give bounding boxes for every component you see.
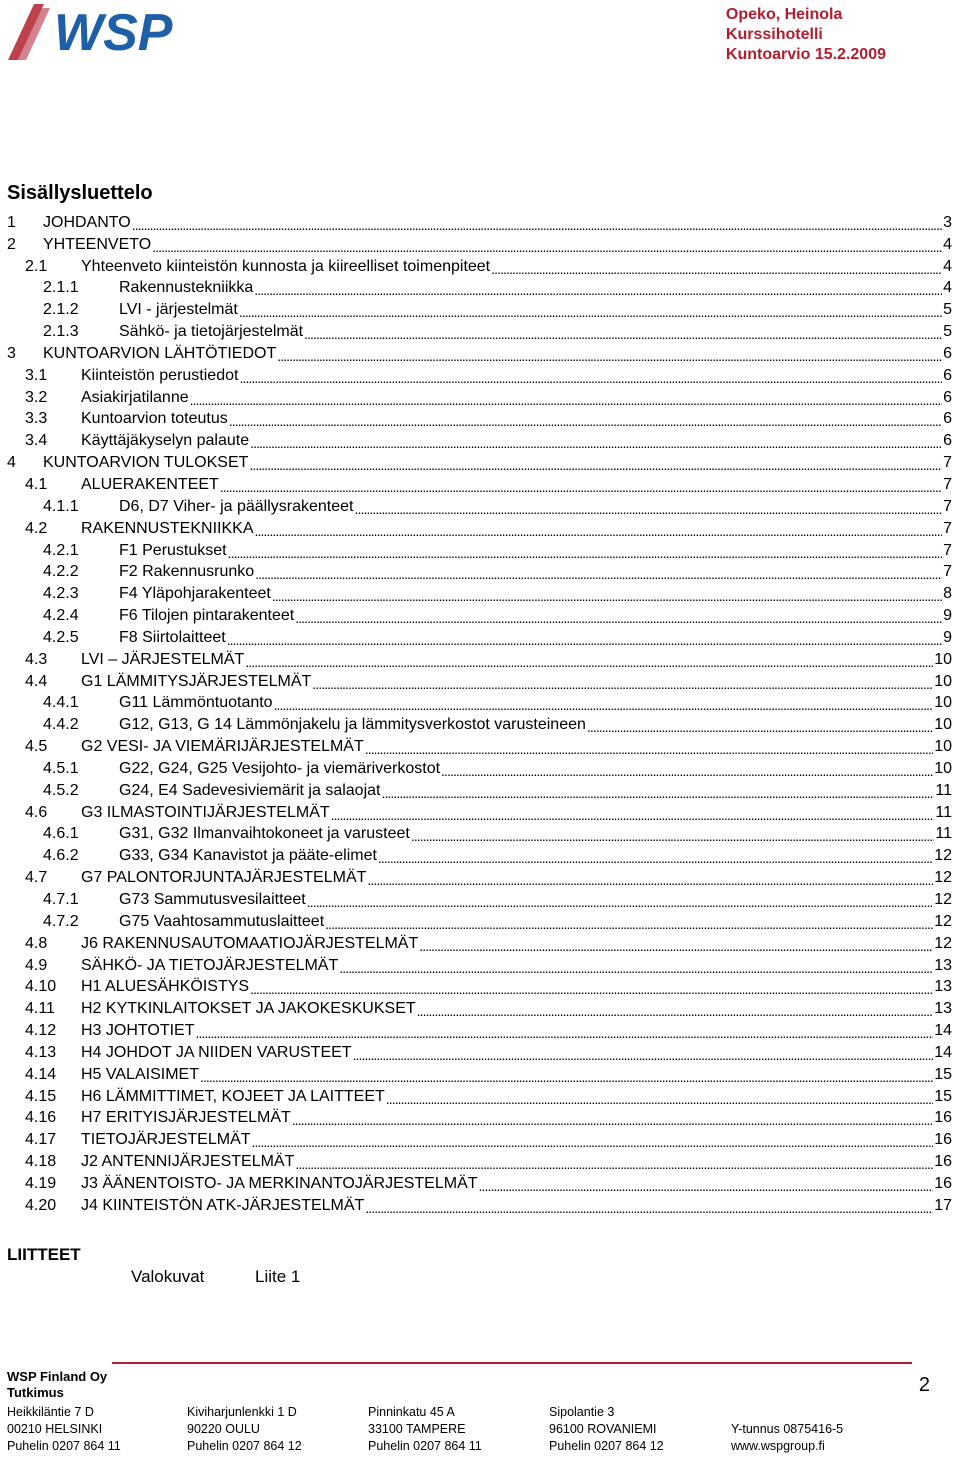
toc-entry-number: 4.19 <box>25 1174 57 1192</box>
toc-entry-number: 3.3 <box>25 410 48 428</box>
toc-entry[interactable] <box>7 277 952 299</box>
toc-entry[interactable] <box>7 976 952 998</box>
toc-entry-title: J4 KIINTEISTÖN ATK-JÄRJESTELMÄT <box>81 1196 365 1214</box>
toc-entry[interactable] <box>7 1107 952 1129</box>
toc-entry-page: 4 <box>943 279 952 297</box>
toc-entry[interactable] <box>7 648 952 670</box>
footer-address-line: 33100 TAMPERE <box>368 1422 466 1436</box>
toc-entry-page: 7 <box>943 497 952 515</box>
toc-entry[interactable] <box>7 233 952 255</box>
toc-entry-page: 14 <box>934 1022 952 1040</box>
toc-entry[interactable] <box>7 844 952 866</box>
toc-entry[interactable] <box>7 495 952 517</box>
toc-entry-page: 6 <box>943 410 952 428</box>
footer-address-line: 90220 OULU <box>187 1422 260 1436</box>
toc-entry-page: 10 <box>934 694 952 712</box>
toc-dot-leader <box>152 239 942 255</box>
toc-entry[interactable] <box>7 670 952 692</box>
toc-entry-number: 4.5 <box>25 738 48 756</box>
toc-entry-page: 7 <box>943 541 952 559</box>
toc-entry[interactable] <box>7 561 952 583</box>
toc-entry-number: 4.15 <box>25 1087 57 1105</box>
toc-dot-leader <box>386 1091 933 1107</box>
footer-address-line: Puhelin 0207 864 12 <box>549 1439 664 1453</box>
toc-entry-title: LVI – JÄRJESTELMÄT <box>81 650 245 668</box>
toc-entry-title: G24, E4 Sadevesiviemärit ja salaojat <box>119 781 381 799</box>
toc-entry-title: H2 KYTKINLAITOKSET JA JAKOKESKUKSET <box>81 1000 416 1018</box>
toc-entry-title: D6, D7 Viher- ja päällysrakenteet <box>119 497 354 515</box>
toc-entry-number: 2.1.2 <box>43 301 79 319</box>
toc-dot-leader <box>331 807 935 823</box>
toc-entry-number: 4.3 <box>25 650 48 668</box>
toc-entry-number: 2.1.3 <box>43 323 79 341</box>
toc-entry-number: 3.4 <box>25 432 48 450</box>
toc-entry-page: 5 <box>943 323 952 341</box>
toc-entry[interactable] <box>7 1085 952 1107</box>
toc-entry-title: J2 ANTENNIJÄRJESTELMÄT <box>81 1153 295 1171</box>
toc-entry-title: H3 JOHTOTIET <box>81 1022 195 1040</box>
toc-dot-leader <box>367 872 933 888</box>
toc-entry-number: 4.13 <box>25 1043 57 1061</box>
toc-dot-leader <box>295 1156 933 1172</box>
footer-address-line: Puhelin 0207 864 11 <box>368 1439 482 1453</box>
toc-dot-leader <box>355 501 943 517</box>
toc-entry-number: 4.5.1 <box>43 759 79 777</box>
toc-dot-leader <box>325 916 933 932</box>
toc-dot-leader <box>312 676 933 692</box>
toc-entry-title: H7 ERITYISJÄRJESTELMÄT <box>81 1109 291 1127</box>
toc-entry-title: Sähkö- ja tietojärjestelmät <box>119 323 304 341</box>
toc-entry-title: G7 PALONTORJUNTAJÄRJESTELMÄT <box>81 869 367 887</box>
toc-entry-page: 10 <box>934 759 952 777</box>
toc-entry-page: 12 <box>934 891 952 908</box>
toc-entry[interactable] <box>7 342 952 364</box>
toc-entry[interactable] <box>7 1172 952 1194</box>
header-line-2: Kurssihotelli <box>725 26 823 43</box>
toc-entry-number: 4.8 <box>25 934 48 952</box>
toc-entry[interactable] <box>7 473 952 495</box>
toc-entry[interactable] <box>7 866 952 888</box>
toc-entry-number: 4.7 <box>25 869 48 887</box>
toc-entry[interactable] <box>7 910 952 932</box>
toc-entry-page: 9 <box>943 628 952 646</box>
footer-address-line: www.wspgroup.fi <box>731 1439 825 1453</box>
toc-dot-leader <box>587 719 933 735</box>
toc-entry-page: 8 <box>943 585 952 603</box>
footer-address-column <box>368 1404 482 1455</box>
toc-entry-page: 12 <box>934 934 952 952</box>
toc-entry-title: KUNTOARVION LÄHTÖTIEDOT <box>43 344 277 362</box>
toc-dot-leader <box>245 654 933 670</box>
toc-dot-leader <box>254 523 942 539</box>
toc-dot-leader <box>339 960 933 976</box>
toc-entry-title: JOHDANTO <box>43 213 131 231</box>
toc-entry-page: 15 <box>934 1065 952 1083</box>
toc-entry-title: G22, G24, G25 Vesijohto- ja viemäriverkostot <box>119 759 441 777</box>
toc-entry[interactable] <box>7 386 952 408</box>
toc-entry[interactable] <box>7 1150 952 1172</box>
toc-entry-page: 9 <box>943 607 952 625</box>
toc-entry[interactable] <box>7 888 952 910</box>
toc-entry-page: 13 <box>934 1000 952 1018</box>
toc-entry-page: 10 <box>934 716 952 734</box>
toc-entry-number: 4.1 <box>25 475 48 493</box>
toc-entry-page: 7 <box>943 454 952 472</box>
wsp-logo-icon <box>4 0 204 62</box>
toc-dot-leader <box>378 850 933 866</box>
toc-entry[interactable] <box>7 539 952 561</box>
table-of-contents <box>7 211 952 1216</box>
toc-entry-page: 6 <box>943 344 952 362</box>
toc-dot-leader <box>307 894 933 910</box>
toc-entry-page: 10 <box>934 738 952 756</box>
footer-address-line: 96100 ROVANIEMI <box>549 1422 657 1436</box>
footer-address-line: 00210 HELSINKI <box>7 1422 103 1436</box>
logo-wordmark: WSP <box>54 4 173 62</box>
toc-entry-page: 6 <box>943 388 952 406</box>
toc-entry-title: H6 LÄMMITTIMET, KOJEET JA LAITTEET <box>81 1087 385 1105</box>
toc-entry[interactable] <box>7 932 952 954</box>
toc-entry[interactable] <box>7 954 952 976</box>
toc-entry-title: G3 ILMASTOINTIJÄRJESTELMÄT <box>81 803 330 821</box>
wsp-logo <box>4 0 204 62</box>
toc-entry-number: 4.12 <box>25 1022 57 1040</box>
toc-dot-leader <box>417 1003 934 1019</box>
toc-entry-page: 14 <box>934 1043 952 1061</box>
footer-address-line: Puhelin 0207 864 11 <box>7 1439 121 1453</box>
toc-entry[interactable] <box>7 320 952 342</box>
toc-entry-page: 7 <box>943 519 952 537</box>
footer-address-column <box>7 1404 121 1455</box>
toc-entry-number: 2.1 <box>25 257 48 275</box>
toc-entry[interactable] <box>7 429 952 451</box>
page-number: 2 <box>918 1374 930 1396</box>
toc-dot-leader <box>295 610 942 626</box>
toc-dot-leader <box>381 785 934 801</box>
toc-entry-number: 4.2.2 <box>43 563 79 581</box>
toc-entry-number: 4.9 <box>25 956 48 974</box>
footer-address-line: Puhelin 0207 864 12 <box>187 1439 302 1453</box>
toc-entry[interactable] <box>7 823 952 845</box>
toc-entry[interactable] <box>7 692 952 714</box>
toc-entry-page: 3 <box>943 213 952 231</box>
toc-entry-title: F4 Yläpohjarakenteet <box>119 585 271 603</box>
toc-dot-leader <box>353 1047 934 1063</box>
toc-entry[interactable] <box>7 364 952 386</box>
toc-entry-number: 4.2.1 <box>43 541 79 559</box>
toc-dot-leader <box>200 1069 933 1085</box>
toc-entry-number: 4.4.1 <box>43 694 79 712</box>
toc-entry-title: F1 Perustukset <box>119 541 227 559</box>
toc-entry-title: G1 LÄMMITYSJÄRJESTELMÄT <box>81 672 312 690</box>
footer-address-column <box>187 1404 302 1455</box>
toc-dot-leader <box>250 435 942 451</box>
toc-entry-number: 3 <box>7 344 16 362</box>
toc-entry-number: 4.7.1 <box>43 891 79 908</box>
toc-entry-title: G2 VESI- JA VIEMÄRIJÄRJESTELMÄT <box>81 738 364 756</box>
toc-entry-title: H4 JOHDOT JA NIIDEN VARUSTEET <box>81 1043 352 1061</box>
toc-entry[interactable] <box>7 451 952 473</box>
toc-entry[interactable] <box>7 582 952 604</box>
toc-dot-leader <box>254 282 942 298</box>
toc-entry-number: 4 <box>7 454 16 472</box>
toc-entry-number: 4.17 <box>25 1131 57 1149</box>
toc-entry-page: 11 <box>935 803 952 821</box>
toc-entry-title: H5 VALAISIMET <box>81 1065 199 1083</box>
toc-entry-number: 4.16 <box>25 1109 57 1127</box>
toc-entry-page: 6 <box>943 366 952 384</box>
toc-entry-page: 4 <box>943 235 952 253</box>
footer-address-line: Kiviharjunlenkki 1 D <box>187 1405 297 1419</box>
toc-entry-number: 4.6 <box>25 803 48 821</box>
toc-entry-page: 11 <box>935 781 952 799</box>
toc-dot-leader <box>277 348 942 364</box>
toc-dot-leader <box>239 304 942 320</box>
footer-company-block <box>7 1369 107 1401</box>
footer-address-line: Pinninkatu 45 A <box>368 1405 455 1419</box>
toc-entry-page: 16 <box>934 1131 952 1149</box>
toc-entry-number: 2 <box>7 235 16 253</box>
toc-dot-leader <box>441 763 933 779</box>
toc-entry-number: 4.2.5 <box>43 628 79 646</box>
toc-entry[interactable] <box>7 997 952 1019</box>
toc-entry-page: 16 <box>934 1109 952 1127</box>
toc-entry-title: G11 Lämmöntuotanto <box>119 694 273 712</box>
toc-dot-leader <box>229 413 942 429</box>
toc-title: Sisällysluettelo <box>7 182 153 204</box>
toc-entry-title: F2 Rakennusrunko <box>119 563 255 581</box>
toc-entry-title: RAKENNUSTEKNIIKKA <box>81 519 254 537</box>
toc-entry-title: Kiinteistön perustiedot <box>81 366 239 384</box>
toc-dot-leader <box>419 938 933 954</box>
toc-entry[interactable] <box>7 713 952 735</box>
toc-entry-page: 13 <box>934 978 952 996</box>
footer-address-line <box>731 1404 843 1421</box>
toc-entry-number: 4.14 <box>25 1065 57 1083</box>
toc-entry-number: 4.5.2 <box>43 781 79 799</box>
toc-entry-page: 17 <box>934 1196 952 1214</box>
toc-dot-leader <box>365 741 933 757</box>
toc-entry-title: H1 ALUESÄHKÖISTYS <box>81 978 250 996</box>
toc-entry-title: G12, G13, G 14 Lämmönjakelu ja lämmitysverkostot varusteineen <box>119 716 586 734</box>
toc-dot-leader <box>190 392 942 408</box>
appendix-ref: Liite 1 <box>255 1267 301 1286</box>
toc-entry-page: 12 <box>934 869 952 887</box>
toc-entry-page: 10 <box>934 672 952 690</box>
toc-entry-page: 16 <box>934 1153 952 1171</box>
toc-entry[interactable] <box>7 298 952 320</box>
toc-entry-title: Asiakirjatilanne <box>81 388 189 406</box>
toc-dot-leader <box>250 981 933 997</box>
toc-entry-title: G75 Vaahtosammutuslaitteet <box>119 912 325 930</box>
toc-entry[interactable] <box>7 626 952 648</box>
toc-entry-page: 7 <box>943 475 952 493</box>
toc-entry-title: Kuntoarvion toteutus <box>81 410 228 428</box>
toc-entry-number: 4.20 <box>25 1196 57 1214</box>
toc-entry[interactable] <box>7 408 952 430</box>
toc-dot-leader <box>365 1200 933 1216</box>
toc-entry-number: 4.6.1 <box>43 825 79 843</box>
footer-address-line: Heikkiläntie 7 D <box>7 1405 94 1419</box>
toc-entry-page: 7 <box>943 563 952 581</box>
toc-entry-page: 15 <box>934 1087 952 1105</box>
footer-address-line: Sipolantie 3 <box>549 1405 615 1419</box>
footer-unit: Tutkimus <box>7 1385 64 1400</box>
toc-entry-title: KUNTOARVION TULOKSET <box>43 454 249 472</box>
toc-entry-number: 3.1 <box>25 366 48 384</box>
toc-entry-number: 4.4 <box>25 672 48 690</box>
appendices-title: LIITTEET <box>7 1245 81 1264</box>
toc-entry[interactable] <box>7 1041 952 1063</box>
toc-entry[interactable] <box>7 517 952 539</box>
toc-entry-page: 11 <box>935 825 952 843</box>
toc-entry-number: 4.7.2 <box>43 912 79 930</box>
toc-entry-number: 4.10 <box>25 978 57 996</box>
toc-entry-page: 16 <box>934 1174 952 1192</box>
toc-dot-leader <box>292 1112 933 1128</box>
appendix-name: Valokuvat <box>131 1267 205 1286</box>
toc-entry-number: 4.2 <box>25 519 48 537</box>
toc-entry-page: 12 <box>934 912 952 930</box>
toc-entry[interactable] <box>7 211 952 233</box>
toc-entry-page: 4 <box>943 257 952 275</box>
toc-dot-leader <box>272 588 942 604</box>
toc-entry-number: 4.2.3 <box>43 585 79 603</box>
toc-dot-leader <box>252 1134 934 1150</box>
toc-entry[interactable] <box>7 604 952 626</box>
toc-dot-leader <box>228 545 942 561</box>
toc-dot-leader <box>249 457 942 473</box>
toc-dot-leader <box>255 566 942 582</box>
footer-address-column <box>549 1404 664 1455</box>
header-line-1: Opeko, Heinola <box>725 6 843 23</box>
toc-entry[interactable] <box>7 1019 952 1041</box>
toc-dot-leader <box>274 697 934 713</box>
toc-entry-title: G31, G32 Ilmanvaihtokoneet ja varusteet <box>119 825 410 843</box>
toc-entry-number: 2.1.1 <box>43 279 79 297</box>
toc-entry[interactable] <box>7 779 952 801</box>
toc-entry-page: 6 <box>943 432 952 450</box>
toc-entry-number: 3.2 <box>25 388 48 406</box>
toc-dot-leader <box>132 217 942 233</box>
toc-entry-title: G33, G34 Kanavistot ja pääte-elimet <box>119 847 377 865</box>
toc-entry-title: Käyttäjäkyselyn palaute <box>81 432 250 450</box>
toc-dot-leader <box>196 1025 934 1041</box>
toc-entry-title: J3 ÄÄNENTOISTO- JA MERKINANTOJÄRJESTELMÄT <box>81 1174 478 1192</box>
toc-entry-number: 4.4.2 <box>43 716 79 734</box>
toc-dot-leader <box>227 632 942 648</box>
toc-entry-page: 13 <box>934 956 952 974</box>
toc-dot-leader <box>491 261 942 277</box>
footer-address-column <box>731 1404 843 1455</box>
toc-entry-page: 10 <box>934 650 952 668</box>
toc-dot-leader <box>411 828 935 844</box>
footer-company: WSP Finland Oy <box>7 1369 108 1384</box>
toc-entry-title: G73 Sammutusvesilaitteet <box>119 891 306 908</box>
toc-entry-title: TIETOJÄRJESTELMÄT <box>81 1131 251 1149</box>
toc-entry-title: Yhteenveto kiinteistön kunnosta ja kiireelliset toimenpiteet <box>81 257 491 275</box>
toc-entry-title: SÄHKÖ- JA TIETOJÄRJESTELMÄT <box>81 956 339 974</box>
toc-entry-number: 4.18 <box>25 1153 57 1171</box>
toc-entry[interactable] <box>7 1063 952 1085</box>
toc-entry-title: ALUERAKENTEET <box>81 475 219 493</box>
footer-divider <box>112 1362 912 1364</box>
toc-entry-number: 4.11 <box>25 1000 55 1018</box>
toc-dot-leader <box>304 326 942 342</box>
toc-entry-title: LVI - järjestelmät <box>119 301 238 319</box>
header-line-3: Kuntoarvio 15.2.2009 <box>725 46 886 63</box>
footer-address-line: Y-tunnus 0875416-5 <box>731 1422 844 1436</box>
toc-entry-title: J6 RAKENNUSAUTOMAATIOJÄRJESTELMÄT <box>81 934 419 952</box>
toc-entry[interactable] <box>7 735 952 757</box>
toc-entry-number: 4.6.2 <box>43 847 79 865</box>
toc-entry[interactable] <box>7 1128 952 1150</box>
toc-dot-leader <box>479 1178 934 1194</box>
toc-dot-leader <box>239 370 942 386</box>
toc-entry[interactable] <box>7 801 952 823</box>
toc-entry[interactable] <box>7 757 952 779</box>
toc-entry-number: 4.2.4 <box>43 607 79 625</box>
toc-entry-number: 4.1.1 <box>43 497 79 515</box>
document-header <box>726 5 886 65</box>
toc-entry-page: 12 <box>934 847 952 865</box>
toc-entry[interactable] <box>7 255 952 277</box>
toc-entry-title: Rakennustekniikka <box>119 279 254 297</box>
toc-entry-title: YHTEENVETO <box>43 235 152 253</box>
toc-entry-number: 1 <box>7 213 16 231</box>
toc-entry[interactable] <box>7 1194 952 1216</box>
toc-entry-title: F8 Siirtolaitteet <box>119 628 226 646</box>
toc-entry-title: F6 Tilojen pintarakenteet <box>119 607 295 625</box>
toc-entry-page: 5 <box>943 301 952 319</box>
toc-dot-leader <box>220 479 942 495</box>
